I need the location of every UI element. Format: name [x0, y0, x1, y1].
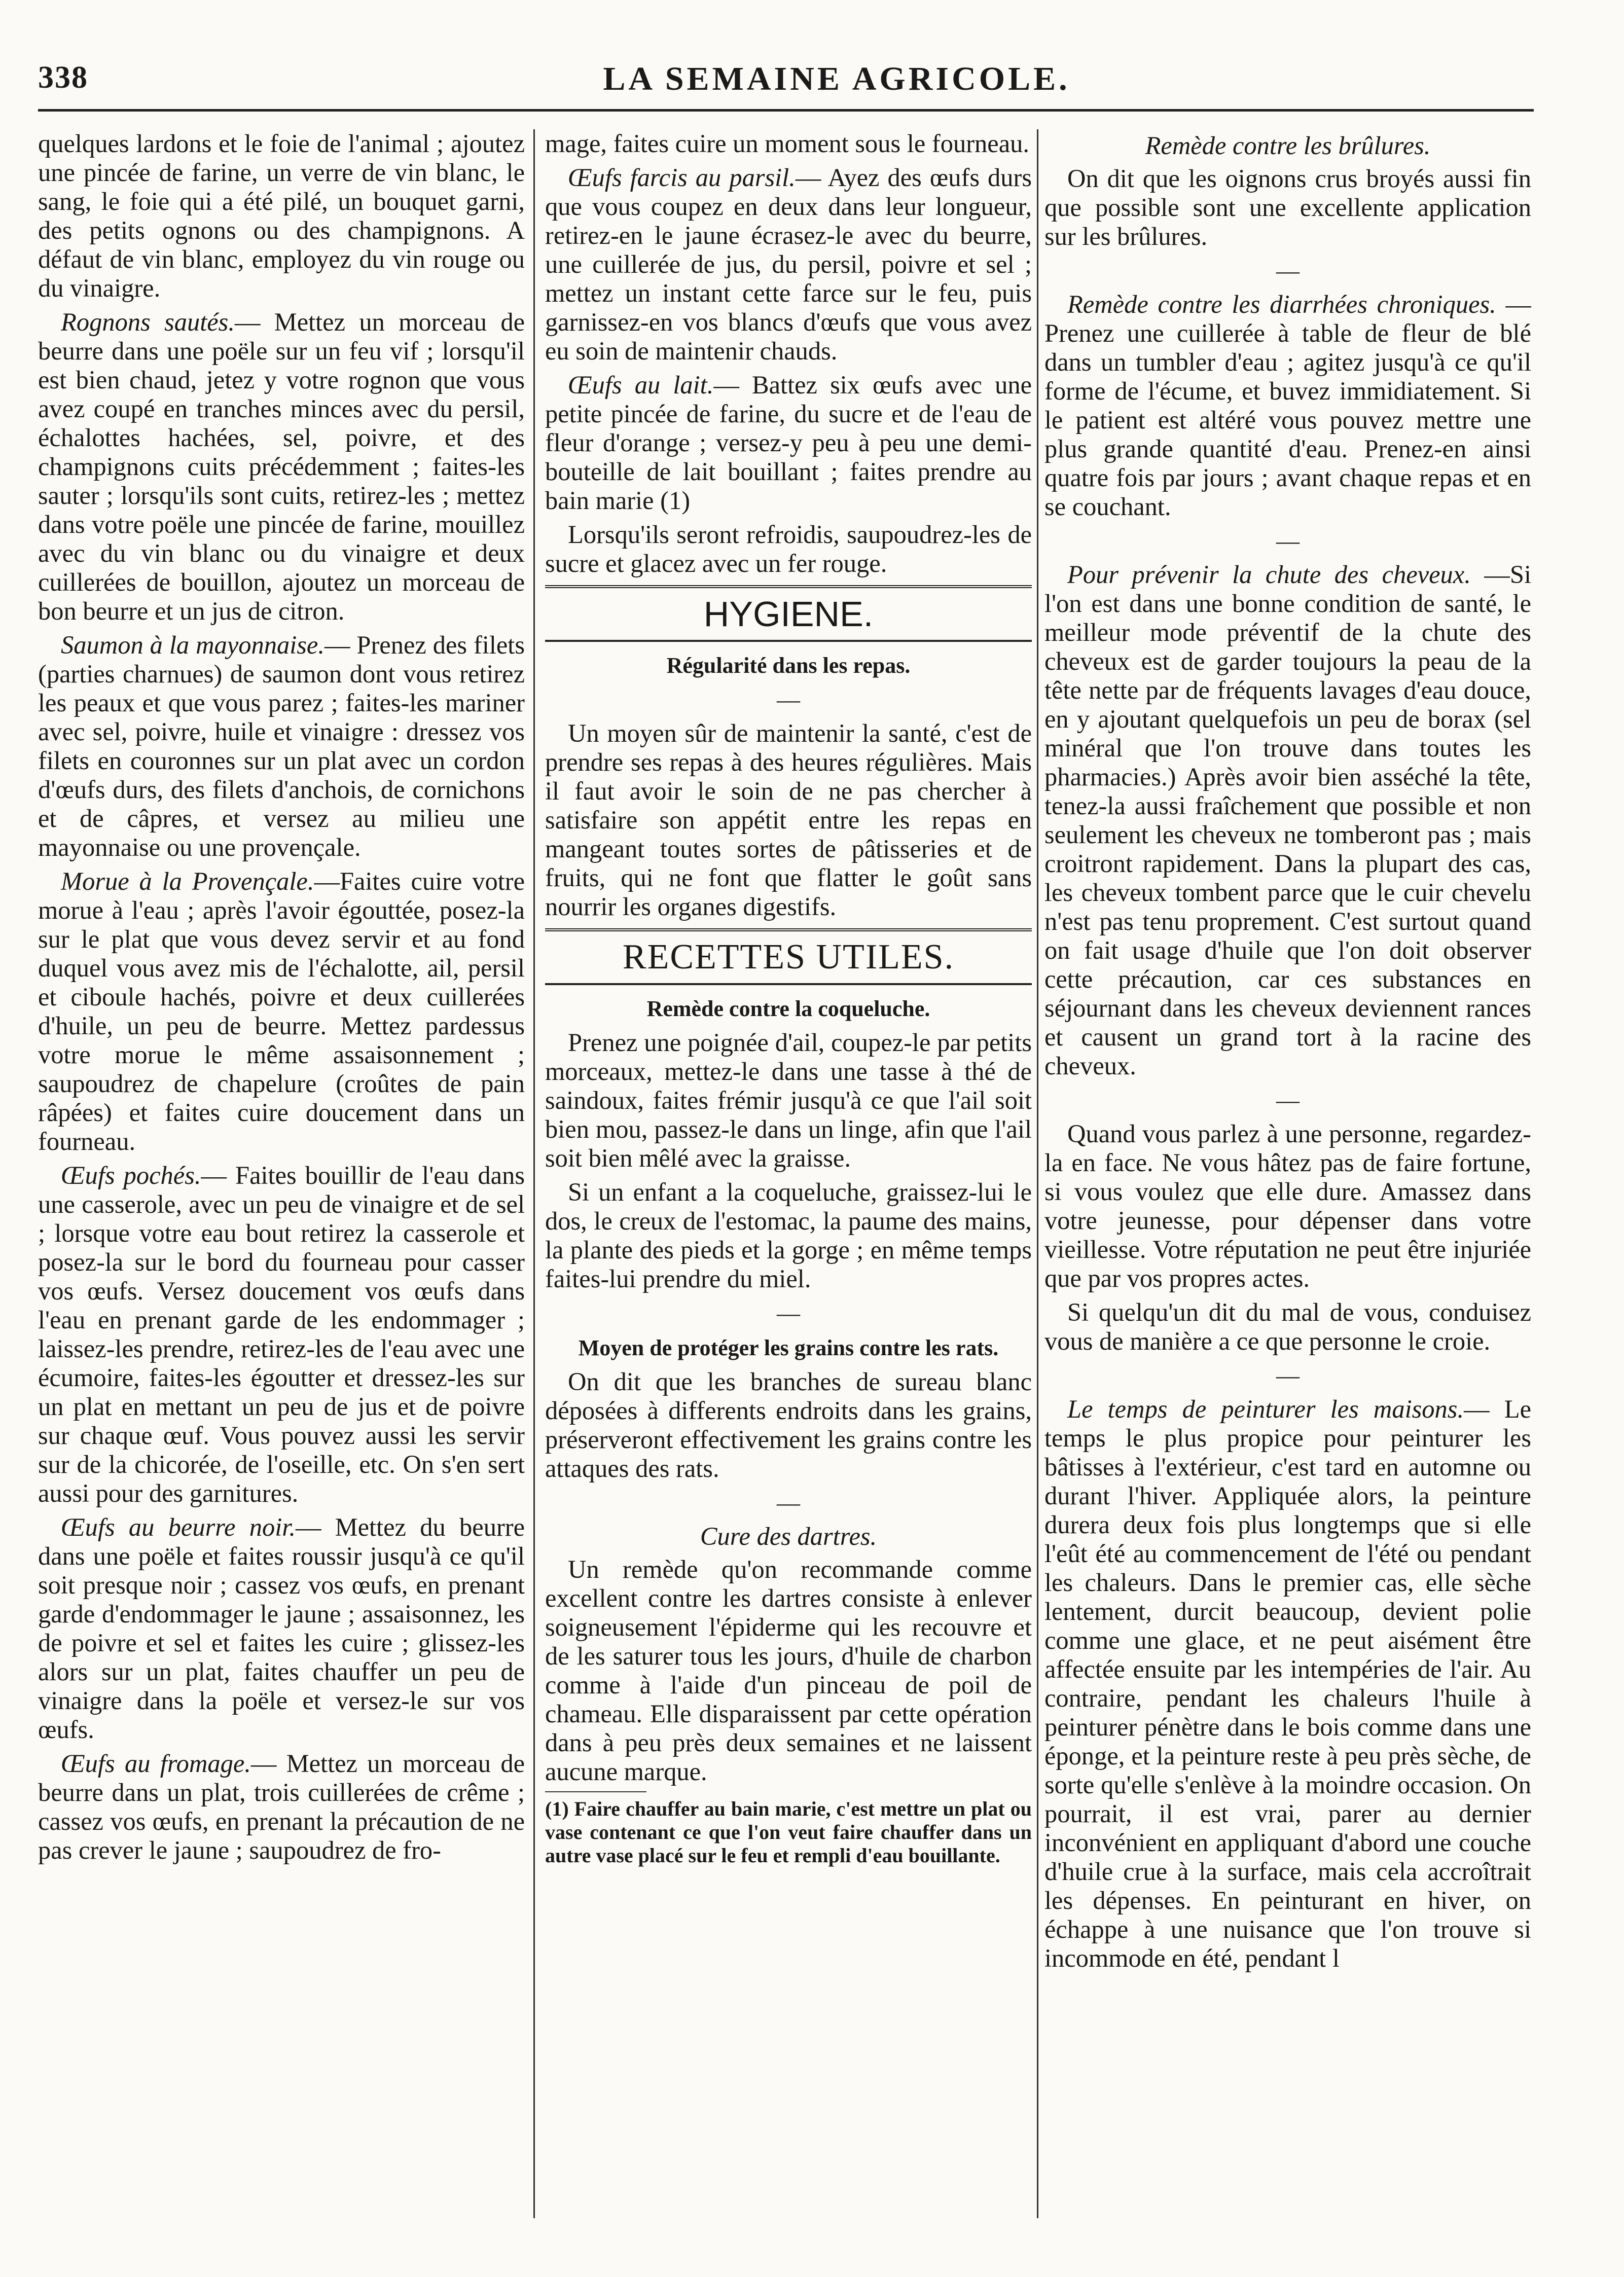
paragraph: quelques lardons et le foie de l'animal ; ajoutez une pincée de farine, un verre de vin blanc, le sang, le foie qui a été pilé, un bouquet garni, des petits ognons ou des champignons. A défaut de vin blanc, employez du vin rouge ou du vinaigre. [38, 129, 525, 302]
recipe-morue: Morue à la Provençale.—Faites cuire votre morue à l'eau ; après l'avoir égouttée, posez-la sur le plat que vous devez servir et au fond duquel vous avez mis de l'échalotte, ail, persil et ciboule hachés, poivre et deux cuillerées d'huile, un peu de beurre. Mettez pardessus votre morue le même assaisonnement ; saupoudrez de chapelure (croûtes de pain râpées) et faites cuire doucement dans un fourneau. [38, 867, 525, 1155]
paragraph: On dit que les oignons crus broyés aussi fin que possible sont une excellente application sur les brûlures. [1044, 164, 1531, 250]
recipe-title: Saumon à la mayonnaise. [61, 631, 324, 659]
paragraph: Si un enfant a la coqueluche, graissez-lui le dos, le creux de l'estomac, la paume des mains, la plante des pieds et la gorge ; en même temps faites-lui prendre du miel. [545, 1178, 1032, 1293]
recipe-title: Œufs au beurre noir. [61, 1513, 296, 1541]
recipe-title: Œufs au lait. [568, 371, 714, 399]
article-title: Remède contre la coqueluche. [646, 996, 930, 1021]
article-title: Moyen de protéger les grains contre les rats. [578, 1335, 999, 1360]
column-3 [1044, 129, 1531, 2218]
paragraph: Lorsqu'ils seront refroidis, saupoudrez-les de sucre et glacez avec un fer rouge. [545, 520, 1032, 577]
recipe-title: Œufs au fromage. [61, 1749, 251, 1778]
footnote-rule [545, 1791, 646, 1792]
article-title: Remède contre les diarrhées chroniques. [1067, 290, 1496, 318]
article-title: Régularité dans les repas. [666, 653, 911, 678]
article-title: Le temps de peinturer les maisons. [1067, 1395, 1464, 1423]
separator-dash: — [777, 1300, 800, 1326]
recipe-oeufs-farcis: Œufs farcis au parsil.— Ayez des œufs durs que vous coupez en deux dans leur longueur, retirez-en le jaune écrasez-le avec du beurre, une cuillerée de jus, du persil, poivre et sel ; mettez un instant cette farce sur le feu, puis garnissez-en vos blancs d'œufs que vous avez eu soin de maintenir chauds. [545, 163, 1032, 365]
section-title-hygiene: HYGIENE. [545, 585, 1032, 642]
article-cheveux: Pour prévenir la chute des cheveux. —Si l'on est dans une bonne condition de santé, le meilleur mode préventif de la chute des cheveux est de garder toujours la peau de la tête nette par de fréquents lavages d'eau douce, en y ajoutant quelquefois un peu de borax (sel minéral que l'on trouve dans toutes les pharmacies.) Après avoir bien asséché la tête, tenez-la aussi fraîchement que possible et non seulement les cheveux ne tomberont pas ; mais croitront rapidement. Dans la plupart des cas, les cheveux tombent parce que le cuir chevelu n'est pas tenu proprement. C'est surtout quand on fait usage d'huile que l'on doit observer cette précaution, car ces substances en séjournant dans les cheveux deviennent rances et causent un grand tort à la racine des cheveux. [1044, 560, 1531, 1080]
article-title: Remède contre les brûlures. [1145, 131, 1431, 160]
article-title: Pour prévenir la chute des cheveux. [1067, 560, 1471, 589]
header-rule [38, 109, 1534, 112]
recipe-oeufs-beurre-noir: Œufs au beurre noir.— Mettez du beurre dans une poële et faites roussir jusqu'à ce qu'il soit presque noir ; cassez vos œufs, en prenant garde d'endommager le jaune ; assaisonnez, les de poivre et sel et faites les cuire ; glissez-les alors sur un plat, faites chauffer un peu de vinaigre dans la poële et versez-le sur vos œufs. [38, 1513, 525, 1744]
article-diarrhees: Remède contre les diarrhées chroniques. —Prenez une cuillerée à table de fleur de blé dans un tumbler d'eau ; agitez jusqu'à ce qu'il forme de l'écume, et buvez immidiatement. Si le patient est altéré vous pouvez mettre une plus grande quantité d'eau. Prenez-en ainsi quatre fois par jours ; avant chaque repas et en se couchant. [1044, 290, 1531, 521]
separator-dash: — [777, 1490, 800, 1515]
separator-dash: — [1276, 258, 1300, 283]
recipe-oeufs-poches: Œufs pochés.— Faites bouillir de l'eau dans une casserole, avec un peu de vinaigre et de sel ; lorsque votre eau bout retirez la casserole et posez-la sur le bord du fourneau pour casser vos œufs. Versez doucement vos œufs dans l'eau en prenant garde de les endommager ; laissez-les prendre, retirez-les de l'eau avec une écumoire, faites-les égoutter et dressez-les sur un plat en mettant un peu de jus et de poivre sur chaque œuf. Vous pouvez aussi les servir sur de la chicorée, de l'oseille, etc. On s'en sert aussi pour des garnitures. [38, 1161, 525, 1507]
paragraph: Un remède qu'on recommande comme excellent contre les dartres consiste à enlever soigneusement l'épiderme qui les recouvre et de les saturer tous les jours, d'huile de charbon comme à l'aide d'un pinceau de poil de chameau. Elle disparaissent par cette opération dans à peu près deux semaines et ne laissent aucune marque. [545, 1555, 1032, 1786]
recipe-oeufs-fromage: Œufs au fromage.— Mettez un morceau de beurre dans un plat, trois cuillerées de crême ; cassez vos œufs, en prenant la précaution de ne pas crever le jaune ; saupoudrez de fro- [38, 1749, 525, 1864]
column-divider [1037, 129, 1038, 2218]
separator-dash: — [1276, 1362, 1300, 1388]
recipe-title: Œufs farcis au parsil. [568, 163, 796, 192]
article-peinture: Le temps de peinturer les maisons.— Le temps le plus propice pour peinturer les bâtisses à l'extérieur, c'est tard en automne ou durant l'hiver. Appliquée alors, la peinture durera deux fois plus longtemps que si elle l'eût été au commencement de l'été ou pendant les chaleurs. Dans le premier cas, elle sèche lentement, durcit beaucoup, devient polie comme une glace, et ne peut aisément être affectée ensuite par les intempéries de l'air. Au contraire, pendant les chaleurs l'huile à peinturer pénètre dans le bois comme dans une éponge, et la peinture reste à peu près sèche, de sorte qu'elle s'enlève à la moindre occasion. On pourrait, il est vrai, parer au dernier inconvénient en appliquant d'abord une couche d'huile crue à la surface, mais cela accroîtrait les dépenses. En peinturant en hiver, on échappe à une nuisance que l'on trouve si incommode en été, pendant l [1044, 1395, 1531, 1972]
paragraph: Quand vous parlez à une personne, regardez-la en face. Ne vous hâtez pas de faire fortune, si vous voulez que elle dure. Amassez dans votre jeunesse, pour dépenser dans votre vieillesse. Votre réputation ne peut être injuriée que par vos propres actes. [1044, 1119, 1531, 1292]
recipe-title: Morue à la Provençale. [61, 867, 314, 895]
paragraph: Un moyen sûr de maintenir la santé, c'est de prendre ses repas à des heures régulières. Mais il faut avoir le soin de ne pas chercher à satisfaire son appétit entre les repas en mangeant toutes sortes de pâtisseries et de fruits, qui ne font que flatter le goût sans nourrir les organes digestifs. [545, 719, 1032, 921]
paragraph: Si quelqu'un dit du mal de vous, conduisez vous de manière a ce que personne le croie. [1044, 1298, 1531, 1355]
recipe-rognons: Rognons sautés.— Mettez un morceau de beurre dans une poële sur un feu vif ; lorsqu'il est bien chaud, jetez y votre rognon que vous avez coupé en tranches minces avec du persil, échalottes hachées, sel, poivre, et des champignons cuits précédemment ; faites-les sauter ; lorsqu'ils sont cuits, retirez-les ; mettez dans votre poële une pincée de farine, mouillez avec du vin blanc ou du vinaigre et deux cuillerées de bouillon, ajoutez un morceau de bon beurre et un jus de citron. [38, 308, 525, 625]
paragraph: On dit que les branches de sureau blanc déposées à differents endroits dans les grains, préserveront effectivement les grains contre les attaques des rats. [545, 1367, 1032, 1483]
page-number: 338 [38, 60, 88, 95]
page-header [38, 60, 1534, 111]
column-divider [533, 129, 535, 2218]
separator-dash: — [1276, 1087, 1300, 1113]
recipe-saumon: Saumon à la mayonnaise.— Prenez des filets (parties charnues) de saumon dont vous retirez les peaux et que vous parez ; faites-les mariner avec sel, poivre, huile et vinaigre : dressez vos filets en couronnes sur un plat avec un cordon d'œufs durs, des filets d'anchois, de cornichons et de câpres, et versez au milieu une mayonnaise ou une provençale. [38, 631, 525, 861]
article-title: Cure des dartres. [700, 1522, 877, 1550]
column-2 [545, 129, 1032, 2218]
recipe-title: Œufs pochés. [61, 1161, 201, 1189]
paragraph: mage, faites cuire un moment sous le fourneau. [545, 129, 1029, 158]
paragraph: Prenez une poignée d'ail, coupez-le par petits morceaux, mettez-le dans une tasse à thé de saindoux, faites frémir jusqu'à ce que l'ail soit bien mou, passez-le dans un linge, afin que l'ail soit bien mêlé avec la graisse. [545, 1028, 1032, 1172]
footnote: (1) Faire chauffer au bain marie, c'est mettre un plat ou vase contenant ce que l'on veut faire chauffer dans un autre vase placé sur le feu et rempli d'eau bouillante. [545, 1797, 1032, 1867]
column-1 [38, 129, 525, 2218]
journal-title: LA SEMAINE AGRICOLE. [603, 60, 1070, 97]
separator-dash: — [777, 686, 800, 712]
section-title-recettes: RECETTES UTILES. [545, 928, 1032, 985]
recipe-title: Rognons sautés. [61, 308, 235, 336]
recipe-oeufs-lait: Œufs au lait.— Battez six œufs avec une petite pincée de farine, du sucre et de l'eau de fleur d'orange ; versez-y peu à peu une demi-bouteille de lait bouillant ; faites prendre au bain marie (1) [545, 371, 1032, 515]
separator-dash: — [1276, 528, 1300, 554]
